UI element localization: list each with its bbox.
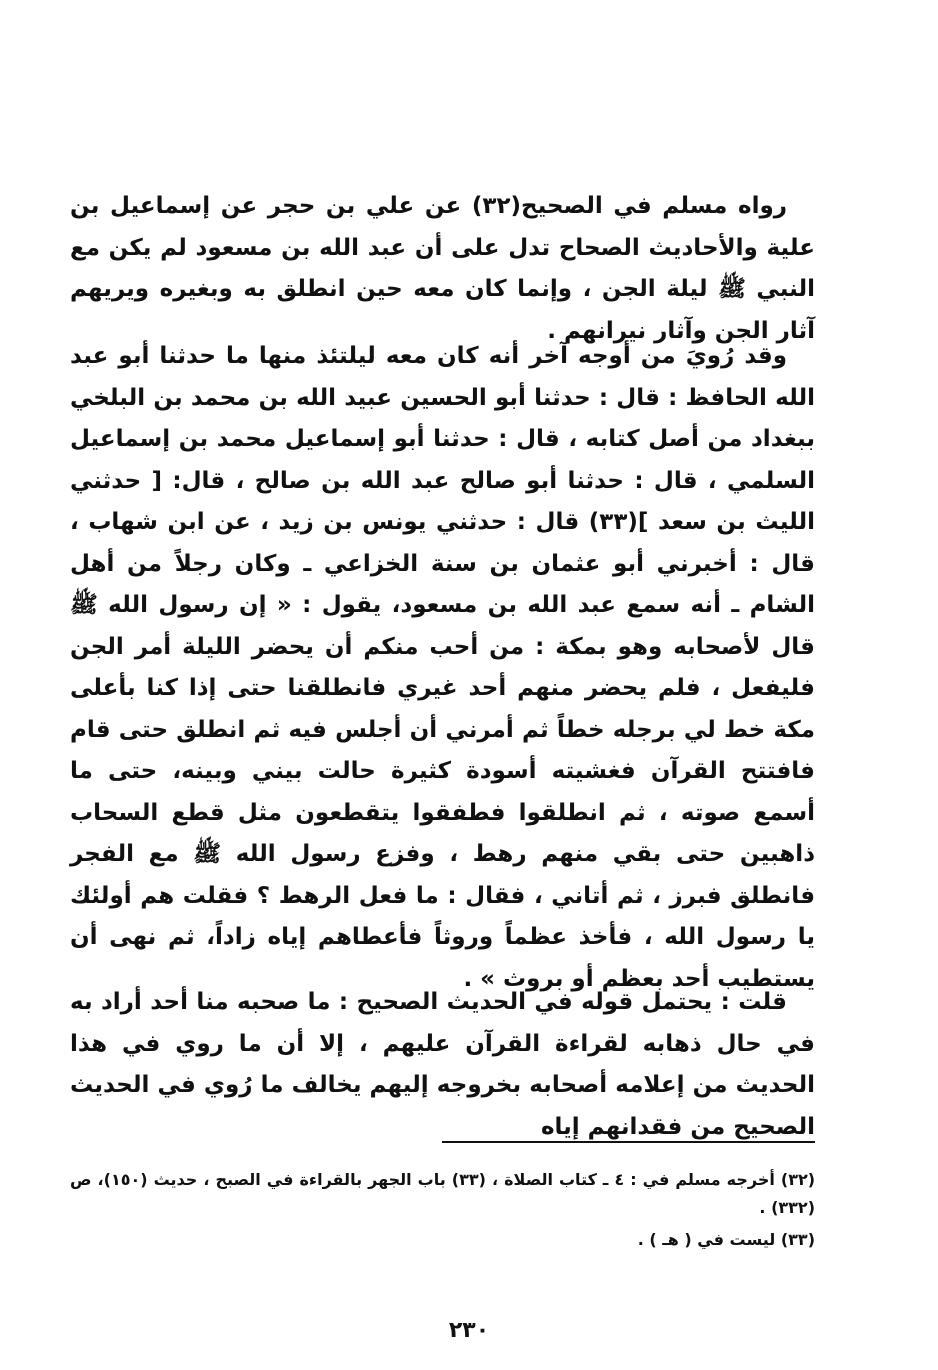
footnote-32: (٣٢) أخرجه مسلم في : ٤ ـ كتاب الصلاة ، (٣٣) باب الجهر بالقراءة في الصبح ، حديث (١٥٠)، ص (٣٣٢) .: [70, 1170, 816, 1217]
paragraph-2-text: وقد رُويَ من أوجه آخر أنه كان معه ليلتئذ منها ما حدثنا أبو عبد الله الحافظ : قال : حدثنا أبو الحسين عبيد الله بن محمد بن البلخي ببغداد من أصل كتابه ، قال : حدثنا أبو إسماعيل محمد بن إسماعيل السلمي ، قال : حدثنا أبو صالح عبد الله بن صالح ، قال: [ حدثني الليث بن سعد ](٣٣) قال : حدثني يونس بن زيد ، عن ابن شهاب ، قال : أخبرني أبو عثمان بن سنة الخزاعي ـ وكان رجلاً من أهل الشام ـ أنه سمع عبد الله بن مسعود، يقول : « إن رسول الله ﷺ قال لأصحابه وهو بمكة : من أحب منكم أن يحضر الليلة أمر الجن فليفعل ، فلم يحضر منهم أحد غيري فانطلقنا حتى إذا كنا بأعلى مكة خط لي برجله خطاً ثم أمرني أن أجلس فيه ثم انطلق حتى قام فافتتح القرآن فغشيته أسودة كثيرة حالت بيني وبينه، حتى ما أسمع صوته ، ثم انطلقوا فطفقوا يتقطعون مثل قطع السحاب ذاهبين حتى بقي منهم رهط ، وفزع رسول الله ﷺ مع الفجر فانطلق فبرز ، ثم أتاني ، فقال : ما فعل الرهط ؟ فقلت هم أولئك يا رسول الله ، فأخذ عظماً وروثاً فأعطاهم إياه زاداً، ثم نهى أن يستطيب أحد بعظم أو بروث » .: [70, 343, 815, 992]
paragraph-1: [70, 186, 815, 352]
paragraph-2: [70, 336, 815, 1000]
footnote-33: (٣٣) ليست في ( هـ ) .: [637, 1230, 815, 1249]
footnotes: [70, 1166, 815, 1258]
page-number: ٢٣٠: [448, 1318, 490, 1343]
paragraph-3: [70, 982, 815, 1148]
paragraph-1-text: رواه مسلم في الصحيح(٣٢) عن علي بن حجر عن إسماعيل بن علية والأحاديث الصحاح تدل على أن عبد الله بن مسعود لم يكن مع النبي ﷺ ليلة الجن ، وإنما كان معه حين انطلق به وبغيره ويريهم آثار الجن وآثار نيرانهم .: [70, 193, 815, 344]
footnote-separator: [442, 1141, 815, 1143]
paragraph-3-text: قلت : يحتمل قوله في الحديث الصحيح : ما صحبه منا أحد أراد به في حال ذهابه لقراءة القرآن عليهم ، إلا أن ما روي في هذا الحديث من إعلامه أصحابه بخروجه إليهم يخالف ما رُوي في الحديث الصحيح من فقدانهم إياه: [70, 989, 815, 1140]
